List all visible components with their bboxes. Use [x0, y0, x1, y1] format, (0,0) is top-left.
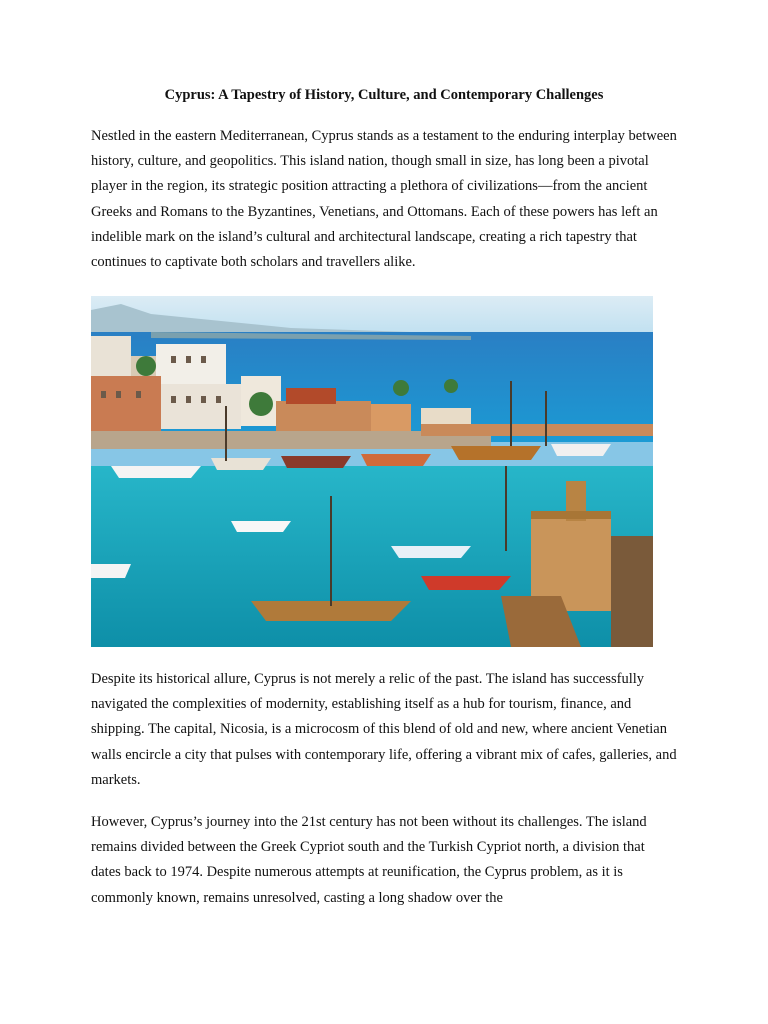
paragraph-intro: Nestled in the eastern Mediterranean, Cyprus stands as a testament to the enduring interplay between history, culture, and geopolitics. This island nation, though small in size, has long been a pivotal player in the region, its strategic position attracting a plethora of civilizations—from the ancient Greeks and Romans to the Byzantines, Venetians, and Ottomans. Each of these powers has left an indelible mark on the island’s cultural and architectural landscape, creating a rich tapestry that continues to captivate both scholars and travellers alike. [91, 128, 677, 271]
paragraph-challenges: However, Cyprus’s journey into the 21st century has not been without its challenges. The island remains divided between the Greek Cypriot south and the Turkish Cypriot north, a division that dates back to 1974. Despite numerous attempts at reunification, the Cyprus problem, as it is commonly known, remains unresolved, casting a long shadow over the [91, 814, 647, 906]
paragraph-modernity: Despite its historical allure, Cyprus is not merely a relic of the past. The island has successfully navigated the complexities of modernity, establishing itself as a hub for tourism, finance, and shipping. The capital, Nicosia, is a microcosm of this blend of old and new, where ancient Venetian walls encircle a city that pulses with contemporary life, offering a vibrant mix of cafes, galleries, and markets. [91, 671, 677, 788]
pier [421, 424, 653, 436]
harbor-photo [91, 296, 653, 647]
document-title: Cyprus: A Tapestry of History, Culture, and Contemporary Challenges [164, 87, 604, 103]
harbor-illustration [91, 296, 653, 647]
